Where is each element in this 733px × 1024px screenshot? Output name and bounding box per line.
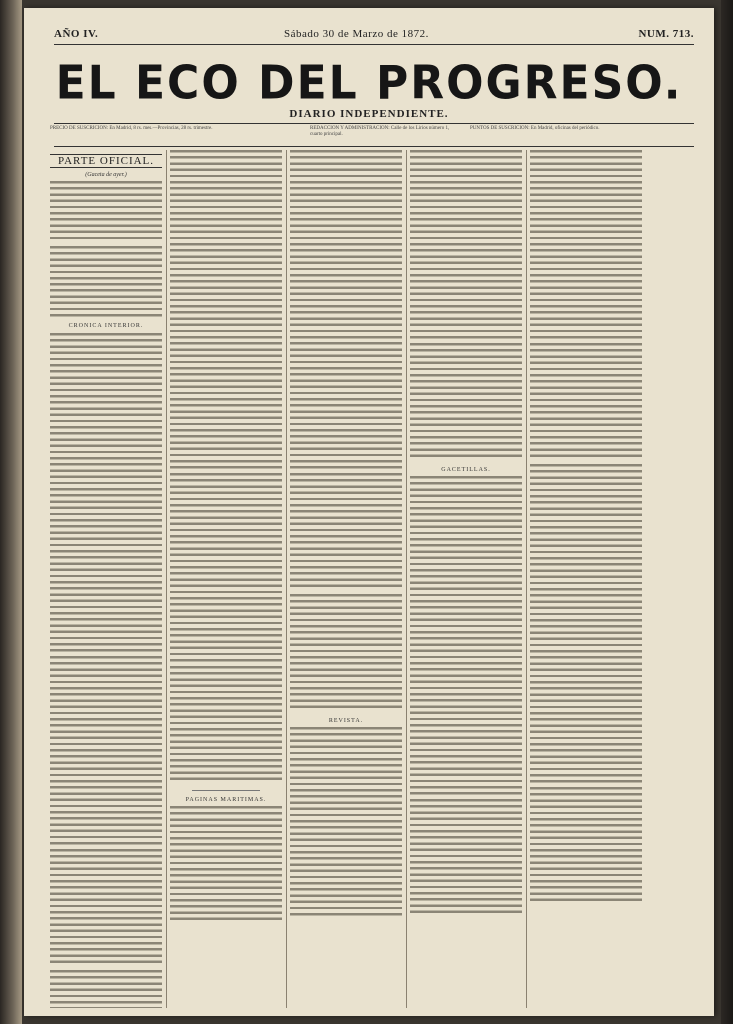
office-info: REDACCION Y ADMINISTRACION: Calle de los Lirios número 1, cuarto principal. (310, 126, 450, 137)
article-text-block (530, 343, 642, 461)
article-text-block (170, 473, 282, 663)
column-1 (50, 150, 162, 1008)
article-text-block (50, 246, 162, 280)
info-rule-top (54, 123, 694, 124)
column-2 (170, 150, 282, 1008)
article-text-block (410, 343, 522, 461)
article-text-block (290, 150, 402, 470)
article-text-block (50, 283, 162, 317)
article-text-block (290, 473, 402, 591)
article-text-block (50, 333, 162, 653)
article-text-block (290, 594, 402, 712)
article-text-block (410, 150, 522, 340)
article-text-block (410, 476, 522, 796)
info-row (50, 126, 696, 146)
article-text-block (50, 849, 162, 967)
subscription-info: PRECIO DE SUSCRICION: En Madrid, 8 rs. mes.—Provincias, 28 rs. trimestre. (50, 126, 213, 131)
article-text-block (170, 806, 282, 924)
article-text-block (530, 150, 642, 340)
article-text-block (530, 787, 642, 905)
column-rule (406, 150, 407, 1008)
number-label: NUM. 713. (638, 28, 694, 40)
article-text-block (170, 666, 282, 784)
section-subheading: GACETILLAS. (441, 467, 491, 473)
masthead-title: EL ECO DEL PROGRESO. (55, 56, 683, 111)
newspaper-page (24, 8, 714, 1016)
article-columns (50, 150, 698, 1008)
column-rule (166, 150, 167, 1008)
article-text-block (410, 799, 522, 917)
page-edge (721, 0, 733, 1024)
column-5 (530, 150, 642, 1008)
article-text-block (50, 181, 162, 243)
article-text-block (50, 656, 162, 846)
article-text-block (50, 970, 162, 1008)
info-rule-bottom (54, 146, 694, 147)
article-text-block (290, 727, 402, 917)
column-4 (410, 150, 522, 1008)
column-rule (526, 150, 527, 1008)
article-text-block (530, 464, 642, 784)
gazette-note: (Gaceta de ayer.) (85, 172, 127, 179)
column-rule (286, 150, 287, 1008)
section-title-parte-oficial: PARTE OFICIAL. (50, 154, 162, 168)
masthead-subtitle: DIARIO INDEPENDIENTE. (289, 108, 449, 120)
date-label: Sábado 30 de Marzo de 1872. (284, 28, 429, 40)
column-3 (290, 150, 402, 1008)
notes-info: PUNTOS DE SUSCRICION: En Madrid, oficinas del periódico. (470, 126, 600, 131)
year-label: AÑO IV. (54, 28, 99, 40)
divider (192, 790, 260, 791)
section-subheading: REVISTA. (328, 718, 364, 724)
section-subheading: PAGINAS MARITIMAS. (185, 797, 267, 803)
header-rule (54, 44, 694, 45)
section-subheading: CRONICA INTERIOR. (68, 323, 144, 330)
article-text-block (170, 150, 282, 470)
book-spine (0, 0, 22, 1024)
